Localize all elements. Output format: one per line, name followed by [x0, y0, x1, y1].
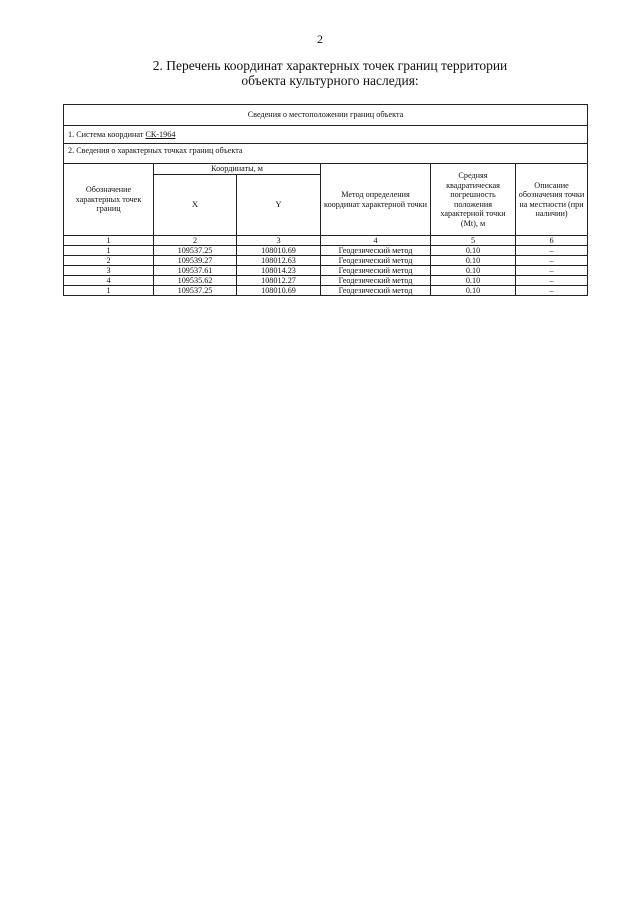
x-coordinate: 109537.61: [154, 266, 237, 276]
error-value: 0.10: [431, 256, 516, 266]
y-coordinate: 108010.69: [237, 246, 321, 256]
column-number: 2: [154, 236, 237, 246]
column-header-designation: Обозначение характерных точек границ: [64, 164, 154, 236]
coordinate-system-cell: [64, 126, 588, 144]
point-description: –: [516, 246, 588, 256]
table-row: [64, 256, 588, 266]
table-row: [64, 286, 588, 296]
point-designation: 1: [64, 246, 154, 256]
document-title-line-1: 2. Перечень координат характерных точек границ территории: [152, 58, 508, 73]
column-number: 6: [516, 236, 588, 246]
coordinate-system-label: 1. Система координат: [68, 129, 146, 139]
method: Геодезический метод: [321, 276, 431, 286]
document-title-line-2: объекта культурного наследия:: [241, 73, 419, 88]
column-header-coordinates: Координаты, м: [154, 164, 321, 175]
table-row: [64, 266, 588, 276]
point-designation: 1: [64, 286, 154, 296]
table-row: [64, 246, 588, 256]
y-coordinate: 108010.69: [237, 286, 321, 296]
point-designation: 2: [64, 256, 154, 266]
document-title: [100, 58, 560, 88]
method: Геодезический метод: [321, 246, 431, 256]
column-number: 1: [64, 236, 154, 246]
error-value: 0.10: [431, 276, 516, 286]
y-coordinate: 108014.23: [237, 266, 321, 276]
coordinates-table: [63, 104, 588, 296]
column-number: 3: [237, 236, 321, 246]
column-number: 4: [321, 236, 431, 246]
column-header-y: Y: [237, 175, 321, 236]
y-coordinate: 108012.63: [237, 256, 321, 266]
x-coordinate: 109539.27: [154, 256, 237, 266]
table-main-header: Сведения о местоположении границ объекта: [64, 105, 588, 126]
coordinate-system-value: СК-1964: [145, 129, 176, 139]
error-value: 0.10: [431, 286, 516, 296]
method: Геодезический метод: [321, 266, 431, 276]
point-description: –: [516, 266, 588, 276]
point-description: –: [516, 276, 588, 286]
point-description: –: [516, 286, 588, 296]
error-value: 0.10: [431, 266, 516, 276]
x-coordinate: 109537.25: [154, 286, 237, 296]
error-value: 0.10: [431, 246, 516, 256]
x-coordinate: 109537.25: [154, 246, 237, 256]
page-number: 2: [317, 32, 323, 46]
column-numbers-row: [64, 236, 588, 246]
column-number: 5: [431, 236, 516, 246]
column-header-description: Описание обозначения точки на местности (при наличии): [516, 164, 588, 236]
column-header-error: Средняя квадратическая погрешность положения характерной точки (Mt), м: [431, 164, 516, 236]
x-coordinate: 109535.62: [154, 276, 237, 286]
column-header-method: Метод определения координат характерной точки: [321, 164, 431, 236]
method: Геодезический метод: [321, 256, 431, 266]
point-designation: 3: [64, 266, 154, 276]
y-coordinate: 108012.27: [237, 276, 321, 286]
point-description: –: [516, 256, 588, 266]
column-header-x: X: [154, 175, 237, 236]
table-row: [64, 276, 588, 286]
points-info-header: 2. Сведения о характерных точках границ объекта: [64, 144, 588, 164]
method: Геодезический метод: [321, 286, 431, 296]
point-designation: 4: [64, 276, 154, 286]
